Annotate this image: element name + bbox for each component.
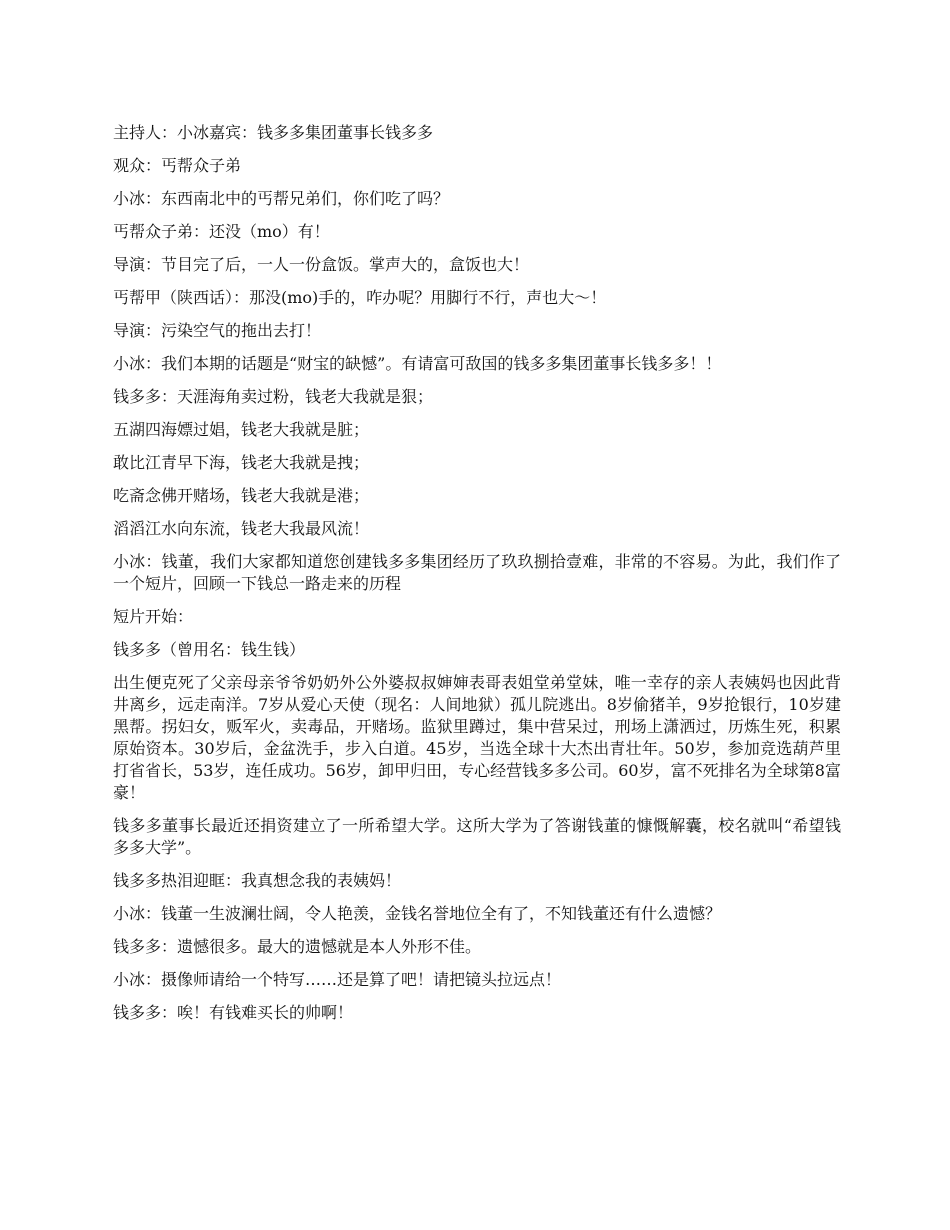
paragraph-reply: 丐帮众子弟：还没（mo）有！	[113, 222, 330, 241]
paragraph-former-name: 钱多多（曾用名：钱生钱）	[113, 640, 306, 659]
paragraph-tears: 钱多多热泪迎眶：我真想念我的表姨妈！	[113, 871, 402, 890]
paragraph-regret-answer: 钱多多：遗憾很多。最大的遗憾就是本人外形不佳。	[113, 937, 482, 956]
paragraph-host-guest: 主持人：小冰嘉宾：钱多多集团董事长钱多多	[113, 123, 434, 142]
paragraph-verse-3: 敢比江青早下海，钱老大我就是拽；	[113, 453, 370, 472]
paragraph-film-start: 短片开始：	[113, 607, 194, 626]
paragraph-verse-1: 钱多多：天涯海角卖过粉，钱老大我就是狠；	[113, 387, 434, 406]
paragraph-camera: 小冰：摄像师请给一个特写……还是算了吧！请把镜头拉远点！	[113, 970, 562, 989]
paragraph-audience: 观众：丐帮众子弟	[113, 156, 242, 175]
paragraph-verse-4: 吃斋念佛开赌场，钱老大我就是港；	[113, 486, 370, 505]
paragraph-beggar-a: 丐帮甲（陕西话）：那没(mo)手的，咋办呢？用脚行不行，声也大～！	[113, 288, 607, 307]
paragraph-topic: 小冰：我们本期的话题是“财宝的缺憾”。有请富可敌国的钱多多集团董事长钱多多！！	[113, 354, 722, 373]
paragraph-closing: 钱多多：唉！有钱难买长的帅啊！	[113, 1003, 354, 1022]
paragraph-director-1: 导演：节目完了后，一人一份盒饭。掌声大的，盒饭也大！	[113, 255, 530, 274]
paragraph-regret-question: 小冰：钱董一生波澜壮阔，令人艳羡，金钱名誉地位全有了，不知钱董还有什么遗憾？	[113, 904, 722, 923]
document-body	[113, 122, 841, 1035]
paragraph-verse-5: 滔滔江水向东流，钱老大我最风流！	[113, 519, 370, 538]
paragraph-verse-2: 五湖四海嫖过娼，钱老大我就是脏；	[113, 420, 370, 439]
paragraph-biography: 出生便克死了父亲母亲爷爷奶奶外公外婆叔叔婶婶表哥表姐堂弟堂妹，唯一幸存的亲人表姨妈也因此背井离乡，远走南洋。7岁从爱心天使（现名：人间地狱）孤儿院逃出。8岁偷猪羊，9岁抢银行，10岁建黑帮。拐妇女，贩军火，卖毒品，开赌场。监狱里蹲过，集中营呆过，刑场上潇洒过，历炼生死，积累原始资本。30岁后，金盆洗手，步入白道。45岁，当选全球十大杰出青壮年。50岁，参加竞选葫芦里打省省长，53岁，连任成功。56岁，卸甲归田，专心经营钱多多公司。60岁，富不死排名为全球第8富豪！	[113, 673, 841, 802]
paragraph-intro-film: 小冰：钱董，我们大家都知道您创建钱多多集团经历了玖玖捌拾壹难，非常的不容易。为此，我们作了一个短片，回顾一下钱总一路走来的历程	[113, 552, 841, 593]
paragraph-university: 钱多多董事长最近还捐资建立了一所希望大学。这所大学为了答谢钱董的慷慨解囊，校名就叫“希望钱多多大学”。	[113, 816, 841, 857]
paragraph-greeting: 小冰：东西南北中的丐帮兄弟们，你们吃了吗？	[113, 189, 450, 208]
paragraph-director-2: 导演：污染空气的拖出去打！	[113, 321, 322, 340]
